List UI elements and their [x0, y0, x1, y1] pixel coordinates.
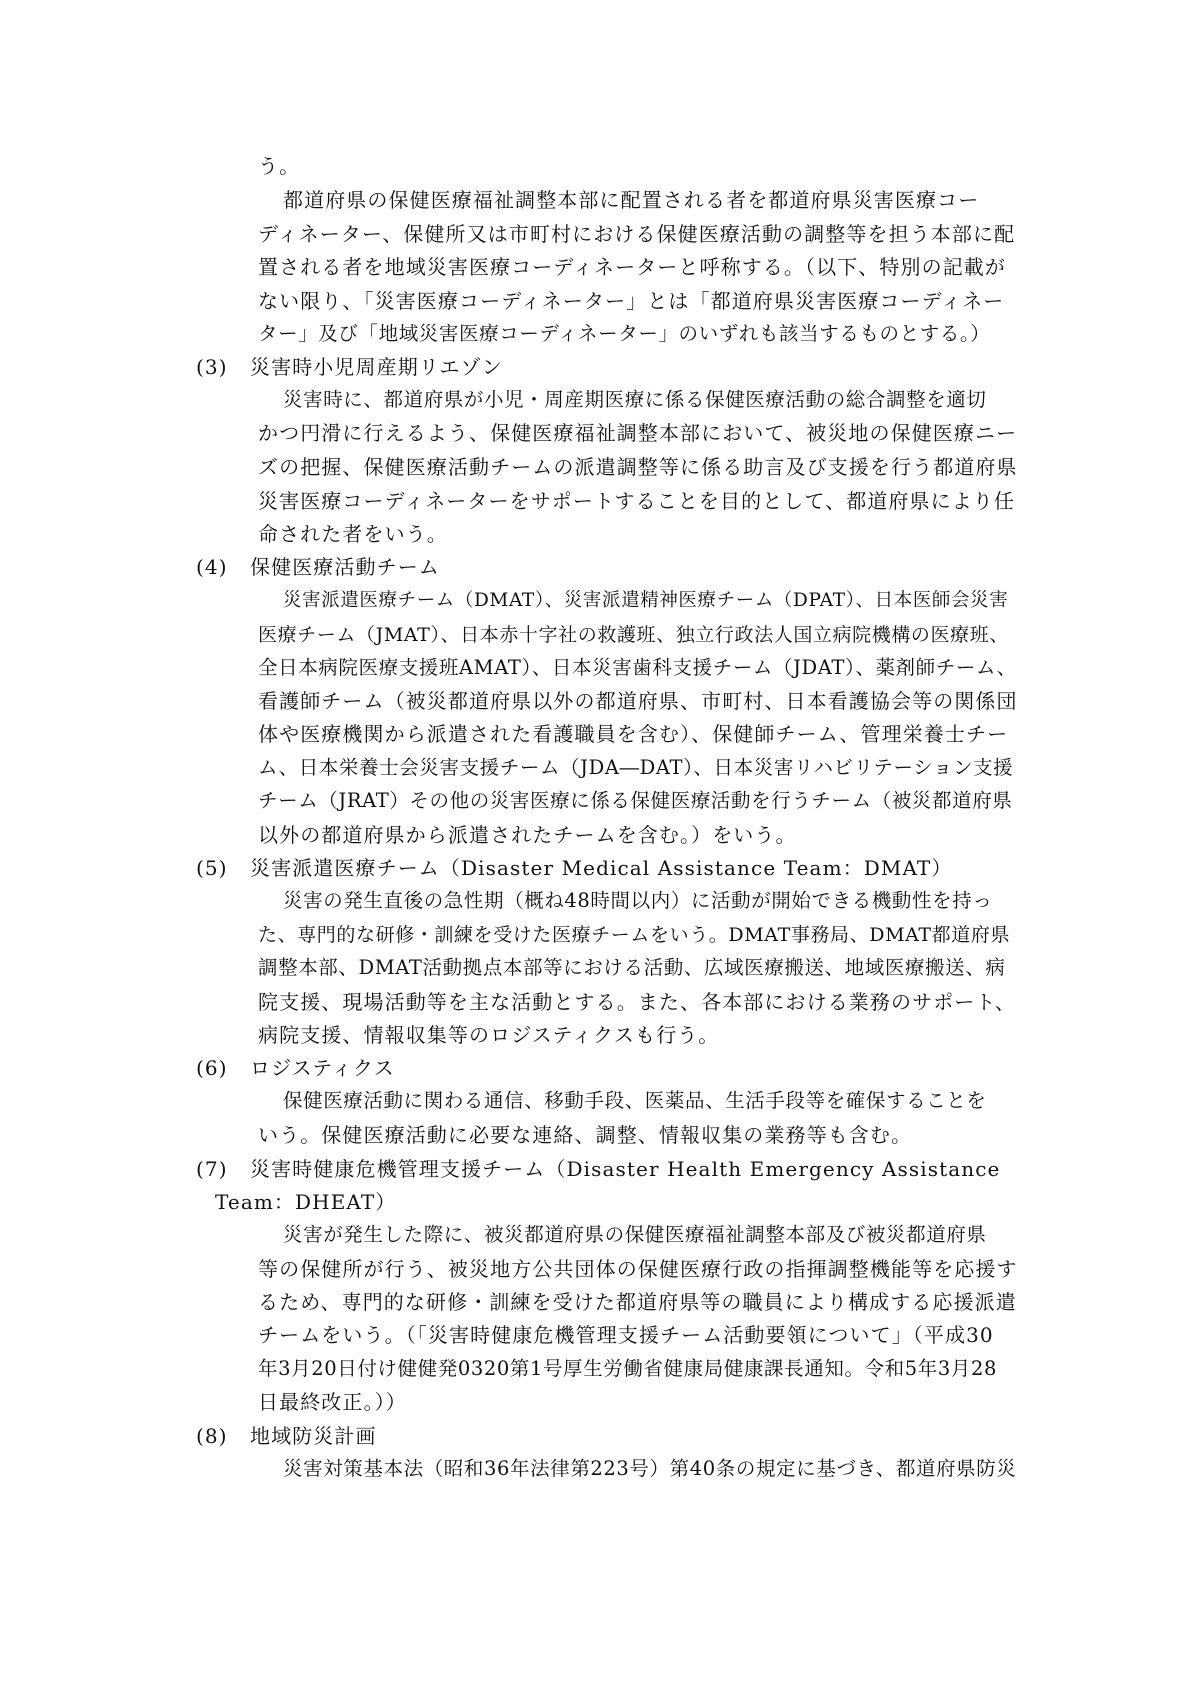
line-text: ター」及び「地域災害医療コーディネーター」のいずれも該当するものとする。）	[258, 322, 991, 345]
section-number: (7)	[196, 1157, 228, 1181]
paragraph-line	[258, 455, 1018, 479]
section-heading	[196, 555, 440, 579]
line-text: う。	[258, 154, 301, 178]
line-text: 都道府県の保健医療福祉調整本部に配置される者を都道府県災害医療コー	[283, 188, 980, 212]
paragraph-line	[258, 956, 1005, 980]
paragraph-line	[283, 388, 987, 412]
line-text: 災害の発生直後の急性期（概ね48時間以内）に活動が開始できる機動性を持っ	[283, 889, 993, 912]
section-number: (5)	[196, 856, 228, 880]
line-text: 災害医療コーディネーターをサポートすることを目的として、都道府県により任	[258, 489, 1015, 513]
paragraph-line	[258, 154, 300, 178]
line-text: かつ円滑に行えるよう、保健医療福祉調整本部において、被災地の保健医療ニー	[258, 421, 1018, 445]
paragraph-line	[258, 656, 1017, 680]
paragraph-line	[258, 1357, 997, 1381]
line-text: ム、日本栄養士会災害支援チーム（JDA―DAT）、日本災害リハビリテーション支援	[258, 756, 1014, 779]
paragraph-line	[258, 722, 1008, 746]
paragraph-line	[215, 1190, 396, 1214]
line-text: 医療チーム（JMAT）、日本赤十字社の救護班、独立行政法人国立病院機構の医療班、	[258, 624, 1009, 646]
section-number: (3)	[196, 355, 228, 379]
paragraph-line	[283, 1457, 1016, 1481]
line-text: るため、専門的な研修・訓練を受けた都道府県等の職員により構成する応援派遣	[258, 1290, 1017, 1314]
line-text: 命された者をいう。	[258, 522, 448, 546]
section-heading	[196, 856, 952, 880]
paragraph-line	[258, 1123, 912, 1147]
line-text: 院支援、現場活動等を主な活動とする。また、各本部における業務のサポート、	[258, 990, 1016, 1014]
paragraph-line	[283, 589, 1008, 613]
paragraph-line	[258, 489, 1015, 513]
paragraph-line	[258, 990, 1016, 1014]
paragraph-line	[258, 689, 1018, 713]
line-text: 災害時に、都道府県が小児・周産期医療に係る保健医療活動の総合調整を適切	[283, 388, 987, 411]
line-text: 体や医療機関から派遣された看護職員を含む）、保健師チーム、管理栄養士チー	[258, 722, 1009, 746]
section-title: 災害派遣医療チーム（Disaster Medical Assistance Team：DMAT）	[250, 856, 953, 880]
paragraph-line	[283, 1223, 987, 1247]
paragraph-line	[258, 322, 990, 346]
paragraph-line	[258, 756, 1013, 780]
line-text: チームをいう。（「災害時健康危機管理支援チーム活動要領について」（平成30	[258, 1323, 994, 1347]
paragraph-line	[258, 1323, 994, 1347]
section-number: (4)	[196, 555, 228, 579]
line-text: 調整本部、DMAT活動拠点本部等における活動、広域医療搬送、地域医療搬送、病	[258, 956, 1006, 979]
section-title: ロジスティクス	[250, 1056, 395, 1080]
paragraph-line	[258, 522, 448, 546]
line-text: いう。保健医療活動に必要な連絡、調整、情報収集の業務等も含む。	[258, 1123, 913, 1147]
line-text: 置される者を地域災害医療コーディネーターと呼称する。（以下、特別の記載が	[258, 255, 1006, 279]
paragraph-line	[258, 623, 1009, 647]
paragraph-line	[258, 421, 1017, 445]
line-text: 災害対策基本法（昭和36年法律第223号）第40条の規定に基づき、都道府県防災	[283, 1457, 1017, 1480]
section-title: 災害時小児周産期リエゾン	[250, 355, 503, 379]
line-text: 等の保健所が行う、被災地方公共団体の保健医療行政の指揮調整機能等を応援す	[258, 1257, 1018, 1281]
section-number: (8)	[196, 1424, 228, 1448]
section-heading	[196, 1424, 377, 1448]
line-text: 保健医療活動に関わる通信、移動手段、医薬品、生活手段等を確保することを	[283, 1089, 987, 1112]
paragraph-line	[258, 289, 1004, 313]
line-text: た、専門的な研修・訓練を受けた医療チームをいう。DMAT事務局、DMAT都道府県	[258, 924, 1011, 946]
line-text: ズの把握、保健医療活動チームの派遣調整等に係る助言及び支援を行う都道府県	[258, 455, 1018, 479]
paragraph-line	[258, 823, 797, 847]
paragraph-line	[258, 923, 1010, 947]
paragraph-line	[283, 188, 979, 212]
paragraph-line	[258, 222, 1015, 246]
line-text: 災害が発生した際に、被災都道府県の保健医療福祉調整本部及び被災都道府県	[283, 1223, 987, 1246]
line-text: 看護師チーム（被災都道府県以外の都道府県、市町村、日本看護協会等の関係団	[258, 689, 1018, 713]
line-text: 病院支援、情報収集等のロジスティクスも行う。	[258, 1023, 720, 1047]
line-text: 災害派遣医療チーム（DMAT）、災害派遣精神医療チーム（DPAT）、日本医師会災害	[283, 590, 1009, 611]
section-title: 地域防災計画	[250, 1424, 377, 1448]
section-number: (6)	[196, 1056, 228, 1080]
paragraph-line	[258, 789, 1012, 813]
paragraph-line	[258, 1023, 719, 1047]
section-title: 災害時健康危機管理支援チーム（Disaster Health Emergency Assistance	[250, 1157, 1001, 1181]
paragraph-line	[258, 255, 1006, 279]
line-text: ディネーター、保健所又は市町村における保健医療活動の調整等を担う本部に配	[258, 222, 1016, 246]
paragraph-line	[283, 1089, 987, 1113]
line-text: 全日本病院医療支援班AMAT）、日本災害歯科支援チーム（JDAT）、薬剤師チーム、	[258, 656, 1017, 679]
section-heading	[196, 1157, 1001, 1181]
paragraph-line	[258, 1257, 1018, 1281]
line-text: 以外の都道府県から派遣されたチームを含む。）をいう。	[258, 823, 797, 847]
line-text: Team：DHEAT）	[215, 1190, 397, 1214]
paragraph-line	[283, 889, 992, 913]
section-title: 保健医療活動チーム	[250, 555, 440, 579]
line-text: チーム（JRAT）その他の災害医療に係る保健医療活動を行うチーム（被災都道府県	[258, 789, 1013, 812]
line-text: 年3月20日付け健健発0320第1号厚生労働省健康局健康課長通知。令和5年3月28	[258, 1357, 997, 1380]
paragraph-line	[258, 1390, 407, 1414]
section-heading	[196, 355, 503, 379]
line-text: ない限り、「災害医療コーディネーター」とは「都道府県災害医療コーディネー	[258, 289, 1005, 313]
line-text: 日最終改正。））	[258, 1390, 407, 1414]
section-heading	[196, 1056, 395, 1080]
paragraph-line	[258, 1290, 1017, 1314]
